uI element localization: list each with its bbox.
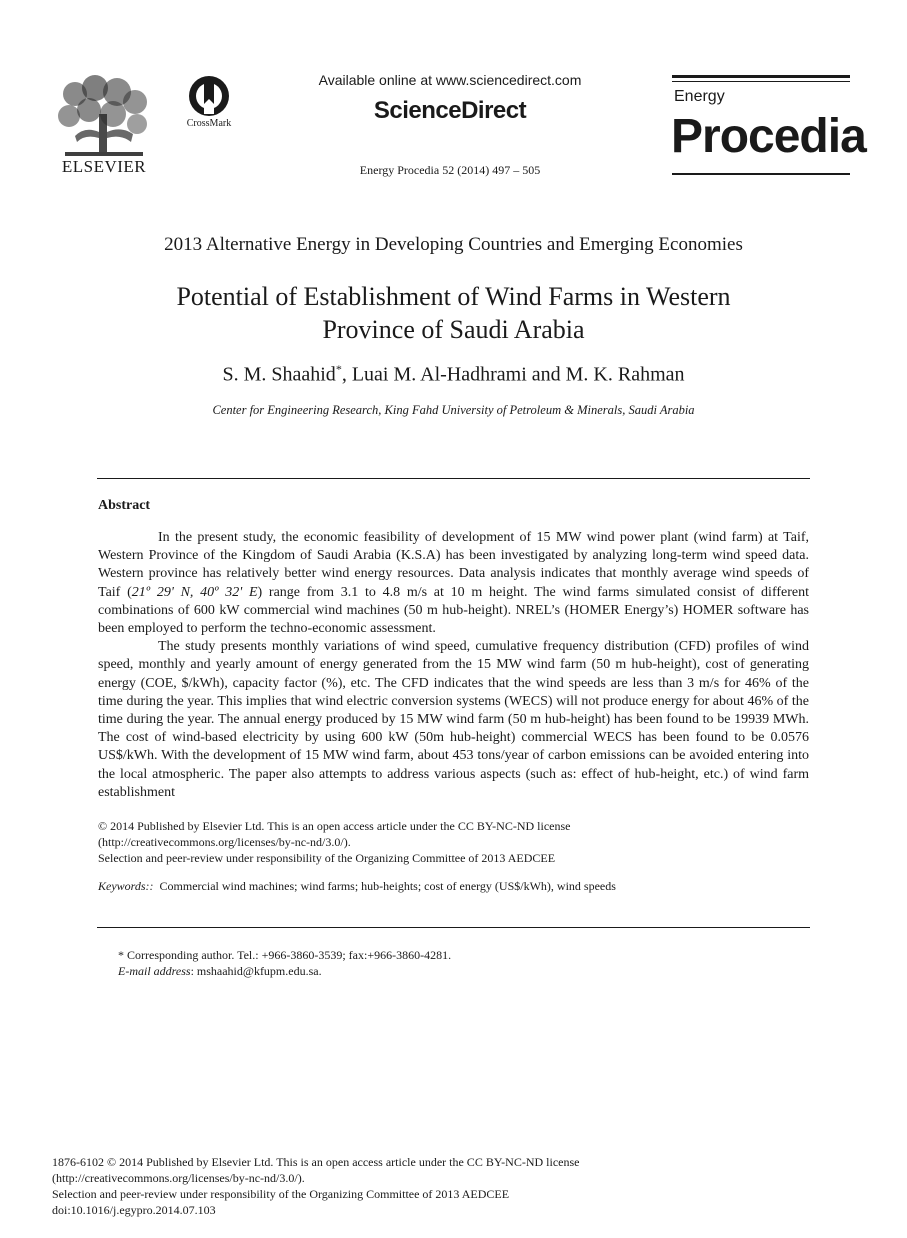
footer-doi[interactable]: doi:10.1016/j.egypro.2014.07.103 (52, 1203, 216, 1217)
page-footer (52, 1154, 812, 1218)
copyright-notice (98, 818, 809, 866)
author-names-rest: , Luai M. Al-Hadhrami and M. K. Rahman (341, 363, 685, 386)
abstract-paragraph: The study presents monthly variations of wind speed, cumulative frequency distribution (CFD) profiles of wind speed, monthly and yearly amount of energy generated from the 15 MW wind farm (50 m hub-height), cost of generating energy (COE, $/kWh), capacity factor (%), etc. The CFD indicates that the wind speeds are less than 3 m/s for 46% of the time during the year. This implies that wind electric conversion systems (WECS) will not produce energy for about 46% of the time during the year. The annual energy produced by 15 MW wind farm (50 m hub-height) has been found to be 19939 MWh. The cost of wind-based electricity by using 600 kW (50m hub-height) commercial WECS has been found to be 0.0576 US$/kWh. With the development of 15 MW wind farm, about 453 tons/year of carbon emissions can be avoided entering into the local atmospheric. The paper also attempts to address various aspects (such as: effect of hub-height, etc.) of wind farm establishment (98, 639, 809, 800)
paper-title (100, 280, 807, 346)
footer-peer-review: Selection and peer-review under responsibility of the Organizing Committee of 2013 AEDCEE (52, 1187, 510, 1201)
email-address[interactable]: : mshaahid@kfupm.edu.sa. (190, 964, 322, 978)
journal-logo-rule (672, 75, 850, 78)
abstract-text: In the present study, the economic feasibility of development of 15 MW wind power plant (wind farm) at Taif, Western Province of the Kingdom of Saudi Arabia (K.S.A) has been investigated by analyzing long-term wind speed data. Western province has relatively better wind energy resources. Data analysis indicates that monthly average wind speeds of Taif ( (98, 530, 809, 600)
section-divider (97, 927, 810, 928)
crossmark-label: CrossMark (186, 118, 232, 129)
journal-logo-energy: Energy (674, 88, 725, 105)
corresponding-contact: * Corresponding author. Tel.: +966-3860-3539; fax:+966-3860-4281. (118, 948, 452, 962)
keywords-label: Keywords:: (98, 879, 154, 893)
publisher-name: ELSEVIER (61, 157, 147, 176)
journal-logo-procedia: Procedia (671, 110, 866, 163)
keywords-text: Commercial wind machines; wind farms; hub-heights; cost of energy (US$/kWh), wind speeds (159, 879, 616, 893)
license-link[interactable]: (http://creativecommons.org/licenses/by-nc-nd/3.0/). (98, 835, 351, 849)
footer-issn-line: 1876-6102 © 2014 Published by Elsevier Ltd. This is an open access article under the CC BY-NC-ND license (52, 1155, 580, 1169)
corresponding-author-note (118, 947, 798, 979)
keywords (98, 879, 809, 894)
author-list (0, 362, 907, 387)
sciencedirect-logo: ScienceDirect (373, 97, 527, 124)
abstract-text: ) range from 3.1 to 4.8 m/s at 10 m height. The wind farms simulated consist of different combinations of 600 kW commercial wind machines (50 m hub-height). NREL’s (HOMER Energy’s) HOMER software has been employed to perform the techno-economic assessment. (98, 584, 809, 637)
coordinates: 21º 29' N, 40º 32' E (131, 584, 258, 600)
abstract-body (98, 529, 809, 802)
email-line (118, 963, 798, 979)
section-divider (97, 478, 810, 479)
copyright-line: © 2014 Published by Elsevier Ltd. This is an open access article under the CC BY-NC-ND license (98, 819, 571, 833)
footer-license-link[interactable]: (http://creativecommons.org/licenses/by-nc-nd/3.0/). (52, 1171, 305, 1185)
corresponding-mark: * (335, 362, 342, 376)
peer-review-line: Selection and peer-review under responsibility of the Organizing Committee of 2013 AEDCEE (98, 851, 556, 865)
journal-reference: Energy Procedia 52 (2014) 497 – 505 (359, 163, 541, 177)
journal-logo-rule (672, 81, 850, 82)
paper-title-line: Province of Saudi Arabia (322, 315, 585, 344)
email-label: E-mail address (118, 964, 191, 978)
journal-logo-rule (672, 173, 850, 175)
paper-title-line: Potential of Establishment of Wind Farms in Western (176, 282, 731, 311)
abstract-heading: Abstract (98, 498, 151, 513)
conference-name: 2013 Alternative Energy in Developing Countries and Emerging Economies (164, 234, 743, 255)
affiliation: Center for Engineering Research, King Fahd University of Petroleum & Minerals, Saudi Arabia (212, 403, 695, 417)
available-online-text: Available online at www.sciencedirect.com (318, 72, 582, 88)
author-name: S. M. Shaahid (222, 363, 336, 386)
abstract-paragraph (98, 529, 809, 638)
